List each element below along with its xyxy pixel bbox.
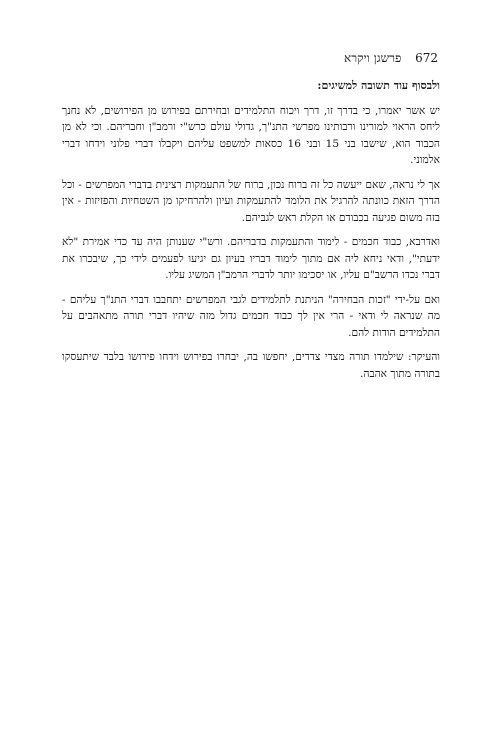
paragraph: ואם על-ידי "זכות הבחירה" הניתנת לתלמידים לגבי המפרשים יתחבבו דברי התנ"ך עליהם - מה שנראה לי ודאי - הרי אין לך כבוד חכמים גדול מזה שיהיו דברי תורה מתאהבים על התלמידים הודות להם. bbox=[62, 293, 440, 339]
main-text bbox=[62, 78, 440, 390]
section-heading: ולבסוף עוד תשובה למשיגים: bbox=[317, 79, 440, 92]
paragraph: אך לי נראה, שאם ייעשה כל זה ברוח נכון, ברוח של התעמקות רצינית בדברי המפרשים - וכל הדרך הזאת כוונתה להרגיל את הלומד להתעמקות ועיון ולהרחיקו מן השטחיות והפזיזות - אין בזה משום פגיעה בכבודם או הקלת ראש לגביהם. bbox=[62, 178, 440, 224]
page-number: 672 bbox=[415, 51, 438, 65]
book-title: פרשגן ויקרא bbox=[344, 51, 402, 65]
running-head bbox=[70, 49, 438, 67]
paragraph: יש אשר יאמרו, כי בדרך זו, דרך ויכוח התלמידים ובחירתם בפירוש מן הפירושים, לא נחנך ליחס הראוי למורינו ורבותינו מפרשי התנ"ך, גדולי עולם כרש"י ורמב"ן וחבריהם. וכי לא מן הכבוד הוא, שישבו בני 15 ובני 16 כסאות למשפט עליהם ויקבלו דברי פלוני וידחו דברי אלמוני. bbox=[62, 104, 440, 166]
paragraph: ואדרבא, כבוד חכמים - לימוד והתעמקות בדבריהם. ורש"י שענותן היה עד כדי אמירת "לא ידעתי", ודאי ניחא ליה אם מתוך לימוד דבריו בעיון גם יגיעו לפעמים לידי כך, שיבכרו את דברי נכדו הרשב"ם עליו, או יסכימו יותר לדברי הרמב"ן המשיג עליו. bbox=[62, 236, 440, 281]
paragraph: והעיקר: שילמדו תורה מצדי צדדים, יחפשו בה, יבחרו בפירוש וידחו פירושו בלבד שיתעסקו בתורה מתוך אהבה. bbox=[62, 351, 440, 380]
